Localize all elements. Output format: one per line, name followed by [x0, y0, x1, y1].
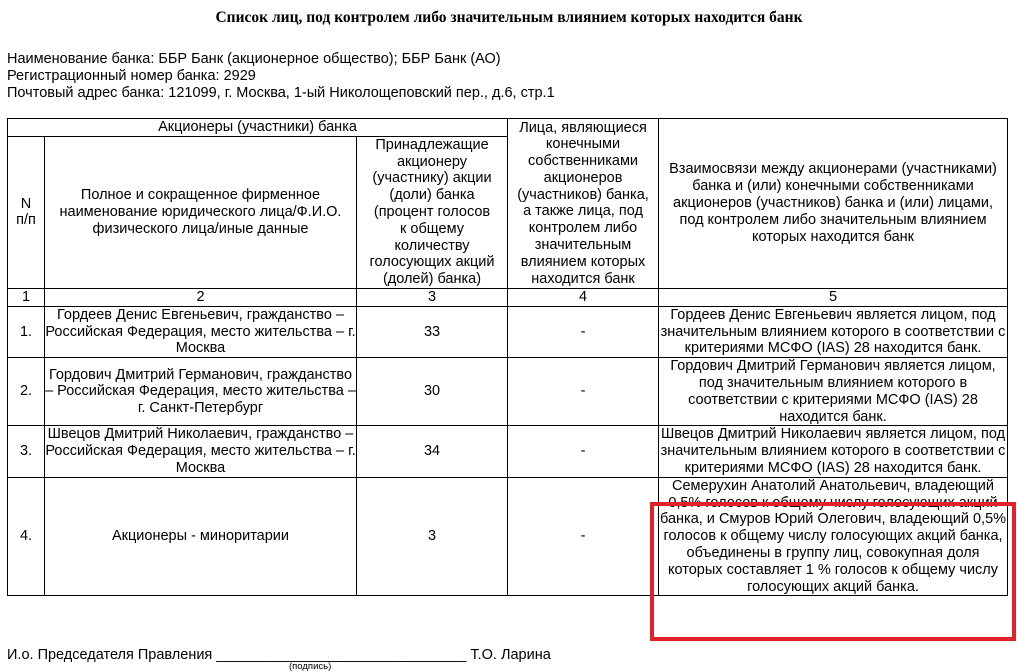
- header-relationships: Взаимосвязи между акционерами (участниками) банка и (или) конечными собственниками акционеров (участников) банка и (или) лицами, под контролем либо значительным влиянием которых находится банк: [659, 119, 1008, 289]
- signature-block: [7, 647, 551, 664]
- table-row: [8, 358, 1008, 426]
- bank-info: [7, 51, 555, 102]
- relationships-cell: Семерухин Анатолий Анатольевич, владеющий 0,5% голосов к общему числу голосующих акций банка, и Смуров Юрий Олегович, владеющий 0,5% голосов к общему числу голосующих акций банка, объединены в группу лиц, совокупная доля которых составляет 1 % голосов к общему числу голосующих акций банка.: [659, 477, 1007, 595]
- table-header-row: [8, 119, 1008, 137]
- shareholder-name-cell: Гордеев Денис Евгеньевич, гражданство – Российская Федерация, место жительства – г. Москва: [45, 306, 356, 357]
- table-row: [8, 426, 1008, 477]
- row-number-cell: 3.: [8, 426, 45, 477]
- signature-caption: (подпись): [289, 661, 332, 672]
- document-title: Список лиц, под контролем либо значительным влиянием которых находится банк: [215, 9, 803, 26]
- table-row: [8, 477, 1008, 596]
- share-percent-cell: 34: [357, 426, 508, 477]
- bank-reg-number-line: Регистрационный номер банка: 2929: [7, 68, 256, 84]
- shareholders-table: [7, 118, 1008, 596]
- header-row-number: N п/п: [8, 136, 45, 288]
- column-number-3: 3: [357, 288, 508, 306]
- column-number-2: 2: [45, 288, 357, 306]
- ultimate-owners-cell: -: [508, 306, 659, 357]
- relationships-cell: Гордеев Денис Евгеньевич является лицом, под значительным влиянием которого в соответствии с критериями МСФО (IAS) 28 находится банк.: [659, 306, 1008, 357]
- row-number-cell: 2.: [8, 358, 45, 426]
- bank-name-line: Наименование банка: ББР Банк (акционерное общество); ББР Банк (АО): [7, 51, 501, 67]
- relationships-cell: Гордович Дмитрий Германович является лицом, под значительным влиянием которого в соответствии с критериями МСФО (IAS) 28 находится банк.: [659, 358, 1008, 426]
- relationships-cell: Швецов Дмитрий Николаевич является лицом, под значительным влиянием которого в соответствии с критериями МСФО (IAS) 28 находится банк.: [659, 426, 1008, 477]
- signer-name: Т.О. Ларина: [470, 647, 551, 663]
- header-shareholder-name: Полное и сокращенное фирменное наименование юридического лица/Ф.И.О. физического лица/иные данные: [45, 136, 357, 288]
- share-percent-cell: 3: [357, 477, 508, 596]
- header-shareholders-group: Акционеры (участники) банка: [8, 119, 508, 137]
- ultimate-owners-cell: -: [508, 358, 659, 426]
- ultimate-owners-cell: -: [508, 426, 659, 477]
- share-percent-cell: 30: [357, 358, 508, 426]
- signature-line: _______________________________: [216, 647, 467, 663]
- shareholder-name-cell: Гордович Дмитрий Германович, гражданство – Российская Федерация, место жительства – г. Санкт-Петербург: [45, 358, 357, 426]
- header-share-percent: Принадлежащие акционеру (участнику) акции (доли) банка (процент голосов к общему количеству голосующих акций (долей) банка): [357, 136, 508, 288]
- column-number-1: 1: [8, 288, 45, 306]
- column-number-4: 4: [508, 288, 659, 306]
- header-ultimate-owners: Лица, являющиеся конечными собственниками акционеров (участников) банка, а также лица, под контролем либо значительным влиянием которых находится банк: [508, 119, 659, 289]
- ultimate-owners-cell: -: [508, 477, 659, 596]
- column-numbers-row: [8, 288, 1008, 306]
- column-number-5: 5: [659, 288, 1008, 306]
- table-row: [8, 306, 1008, 357]
- shareholder-name-cell: Акционеры - миноритарии: [45, 477, 357, 596]
- shareholder-name-cell: Швецов Дмитрий Николаевич, гражданство – Российская Федерация, место жительства – г. Москва: [45, 426, 356, 476]
- row-number-cell: 4.: [8, 477, 45, 596]
- share-percent-cell: 33: [357, 306, 508, 357]
- bank-address-line: Почтовый адрес банка: 121099, г. Москва, 1-ый Николощеповский пер., д.6, стр.1: [7, 85, 555, 101]
- signer-position: И.о. Председателя Правления: [7, 647, 213, 663]
- row-number-cell: 1.: [8, 306, 45, 357]
